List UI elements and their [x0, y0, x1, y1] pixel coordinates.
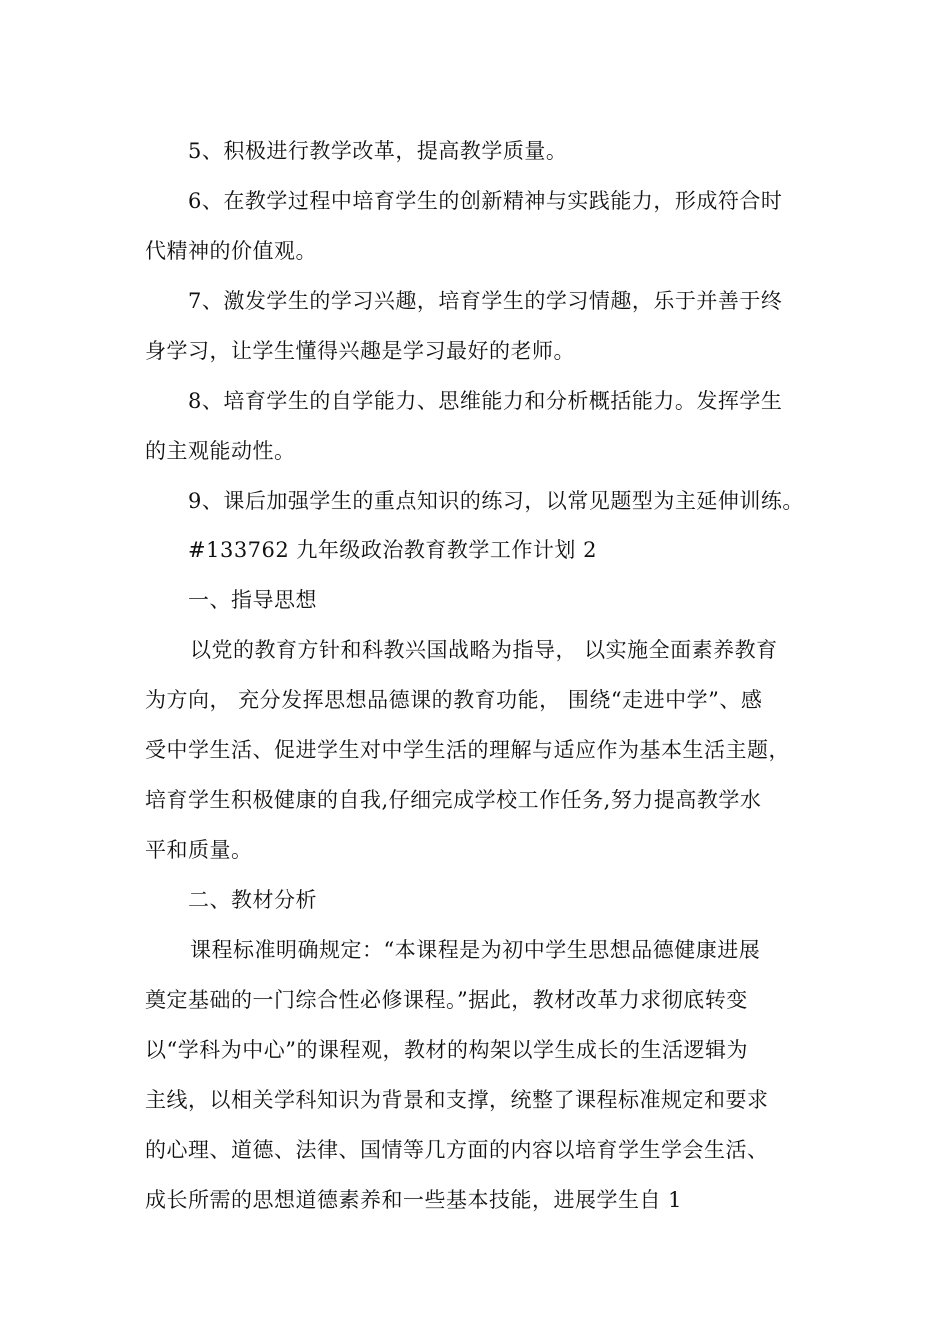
- text-line: 身学习，让学生懂得兴趣是学习最好的老师。: [145, 339, 575, 363]
- text-line: 受中学生活、促进学生对中学生活的理解与适应作为基本生活主题，: [145, 738, 790, 762]
- text-line: 以党的教育方针和科教兴国战略为指导， 以实施全面素养教育: [190, 638, 778, 662]
- text-line: 6、在教学过程中培育学生的创新精神与实践能力，形成符合时: [188, 189, 783, 213]
- text-line: 的主观能动性。: [145, 439, 296, 463]
- text-line: 的心理、道德、法律、国情等几方面的内容以培育学生学会生活、: [145, 1138, 769, 1162]
- text-line: 代精神的价值观。: [145, 239, 317, 263]
- text-line: 8、培育学生的自学能力、思维能力和分析概括能力。发挥学生: [188, 389, 783, 413]
- text-line: 课程标准明确规定：“本课程是为初中学生思想品德健康进展: [190, 938, 761, 962]
- text-line: 平和质量。: [145, 838, 253, 862]
- text-line: 培育学生积极健康的自我,仔细完成学校工作任务,努力提高教学水: [145, 788, 762, 812]
- text-line: 为方向， 充分发挥思想品德课的教育功能， 围绕“走进中学”、感: [145, 688, 763, 712]
- text-line: 9、课后加强学生的重点知识的练习，以常见题型为主延伸训练。: [188, 489, 804, 513]
- section-heading: 一、指导思想: [188, 588, 317, 612]
- text-line: 7、激发学生的学习兴趣，培育学生的学习情趣，乐于并善于终: [188, 289, 783, 313]
- text-line: 5、积极进行教学改革，提高教学质量。: [188, 139, 568, 163]
- section-heading: #133762 九年级政治教育教学工作计划 2: [188, 538, 597, 562]
- text-line: 主线，以相关学科知识为背景和支撑，统整了课程标准规定和要求: [145, 1088, 769, 1112]
- text-line: 成长所需的思想道德素养和一些基本技能，进展学生自 1: [145, 1188, 683, 1212]
- section-heading: 二、教材分析: [188, 888, 317, 912]
- text-line: 以“学科为中心”的课程观，教材的构架以学生成长的生活逻辑为: [145, 1038, 748, 1062]
- text-line: 奠定基础的一门综合性必修课程。”据此，教材改革力求彻底转变: [145, 988, 748, 1012]
